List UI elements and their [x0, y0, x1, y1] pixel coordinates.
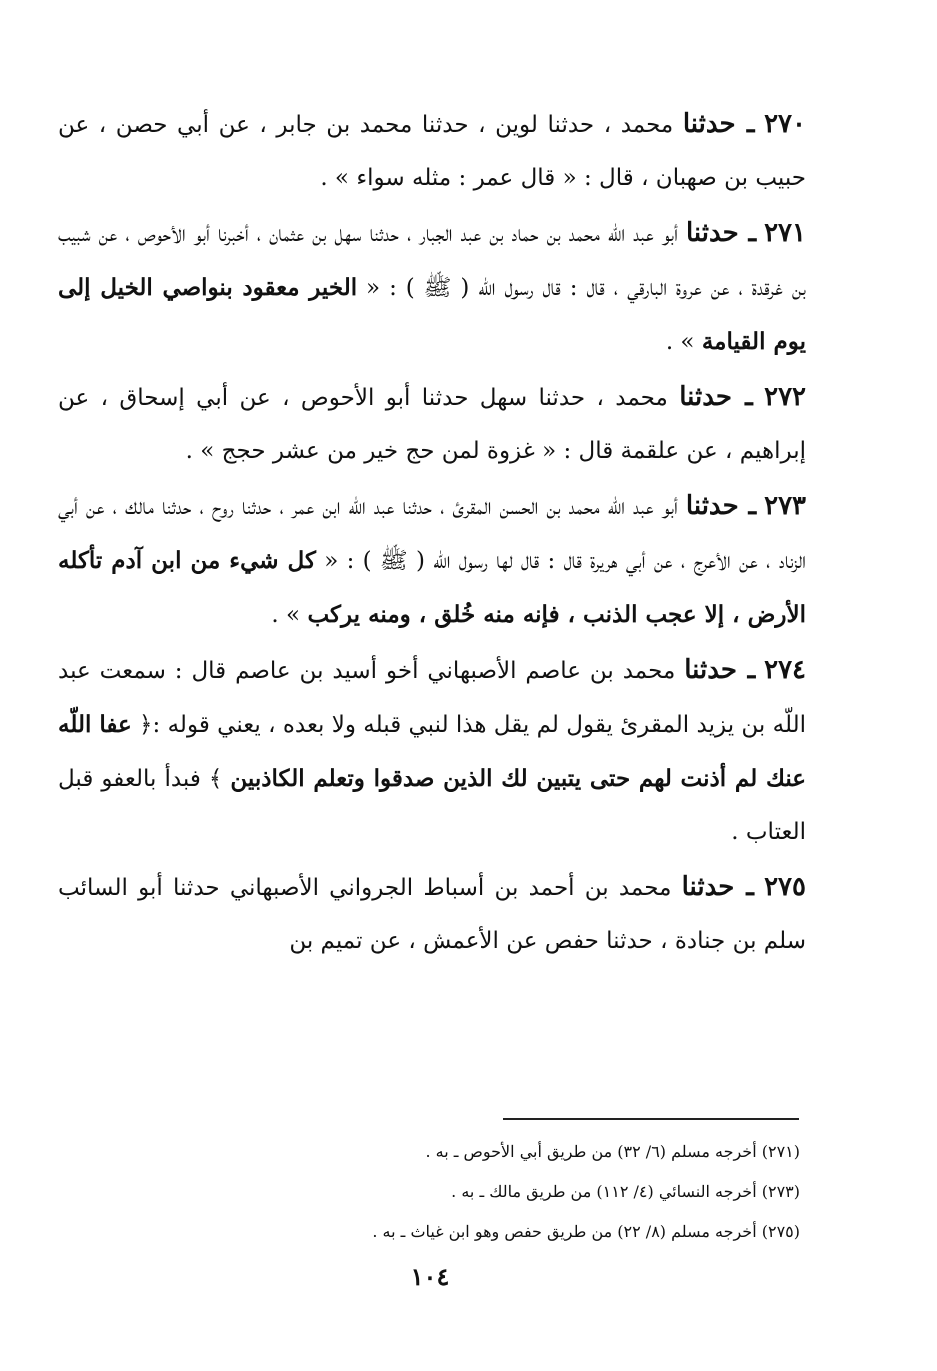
- entry-keyword: ـ حدثنا: [679, 382, 753, 412]
- entry-highlight: كل شيء من ابن آدم تأكله الأرض ، إلا عجب الذنب ، فإنه منه خُلق ، ومنه يركب: [58, 547, 806, 628]
- entry-text-end: » .: [271, 602, 308, 628]
- entry-text: محمد ، حدثنا سهل حدثنا أبو الأحوص ، عن أبي إسحاق ، عن إبراهيم ، عن علقمة قال : « غزوة لمن حج خير من عشر حجج » .: [58, 385, 806, 464]
- entry-text: محمد ، حدثنا لوين ، حدثنا محمد بن جابر ، عن أبي حصن ، عن حبيب بن صهبان ، قال : « قال عمر : مثله سواء » .: [58, 112, 806, 191]
- entry-keyword-text: حدثنا: [685, 491, 739, 521]
- hadith-entry-271: [58, 207, 806, 369]
- entry-text-end: » .: [665, 329, 702, 355]
- hadith-entry-274: [58, 644, 806, 859]
- entry-keyword-text: حدثنا: [681, 872, 735, 902]
- body-text: [58, 98, 806, 970]
- entry-text: محمد بن أحمد بن أسباط الجرواني الأصبهاني حدثنا أبو السائب سلم بن جنادة ، حدثنا حفص عن الأعمش ، عن تميم بن: [58, 875, 806, 954]
- entry-number: ٢٧٥: [764, 872, 806, 902]
- hadith-entry-270: [58, 98, 806, 205]
- footnote-divider: [503, 1118, 799, 1120]
- hadith-entry-275: [58, 861, 806, 968]
- entry-text-end: ﴾ فبدأ بالعفو قبل العتاب .: [58, 766, 806, 845]
- footnote-275: (٢٧٥) أخرجه مسلم (٨/ ٢٢) من طريق حفص وهو ابن غياث ـ به .: [372, 1222, 800, 1241]
- entry-text: أبو عبد اللّه محمد بن حماد بن عبد الجبار ، حدثنا سهل بن عثمان ، أخبرنا أبو الأحوص ، عن شبيب بن غرقدة ، عن عروة البارقي ، قال : قال رسول اللّه ( ﷺ ) : «: [58, 221, 806, 301]
- hadith-entry-272: [58, 371, 806, 478]
- entry-number: ٢٧٣: [764, 491, 807, 521]
- entry-highlight: الخير معقود بنواصي الخيل إلى يوم القيامة: [58, 274, 806, 355]
- entry-keyword-text: حدثنا: [679, 382, 732, 412]
- entry-number: ٢٧٤: [764, 655, 807, 685]
- entry-highlight: عفا اللّه عنك لم أذنت لهم حتى يتبين لك الذين صدقوا وتعلم الكاذبين: [58, 711, 806, 792]
- entry-number: ٢٧٢: [764, 382, 807, 412]
- entry-keyword: ـ حدثنا: [681, 872, 754, 902]
- entry-keyword-text: حدثنا: [684, 655, 737, 685]
- entry-keyword-text: حدثنا: [685, 218, 739, 248]
- entry-number: ٢٧١: [764, 218, 806, 248]
- footnote-271: (٢٧١) أخرجه مسلم (٦/ ٣٢) من طريق أبي الأحوص ـ به .: [425, 1142, 800, 1161]
- hadith-entry-273: [58, 480, 806, 642]
- entry-keyword-text: حدثنا: [682, 109, 736, 139]
- entry-keyword: ـ حدثنا: [685, 491, 757, 521]
- entry-number: ٢٧٠: [764, 109, 806, 139]
- footnote-273: (٢٧٣) أخرجه النسائي (٤/ ١١٢) من طريق مالك ـ به .: [451, 1182, 800, 1201]
- footnotes: [200, 1132, 800, 1252]
- entry-keyword: ـ حدثنا: [685, 218, 757, 248]
- entry-keyword: ـ حدثنا: [682, 109, 755, 139]
- page-number: ١٠٤: [410, 1262, 450, 1291]
- entry-keyword: ـ حدثنا: [684, 655, 756, 685]
- entry-text: أبو عبد اللّه محمد بن الحسن المقرئ ، حدثنا عبد اللّه ابن عمر ، حدثنا روح ، حدثنا مالك ، عن أبي الزناد ، عن الأعرج ، عن أبي هريرة قال : قال لها رسول اللّه ( ﷺ ) : «: [58, 494, 807, 574]
- entry-text: محمد بن عاصم الأصبهاني أخو أسيد بن عاصم قال : سمعت عبد اللّه بن يزيد المقرئ يقول لم يقل هذا لنبي قبله ولا بعده ، يعني قوله :﴿: [58, 658, 806, 738]
